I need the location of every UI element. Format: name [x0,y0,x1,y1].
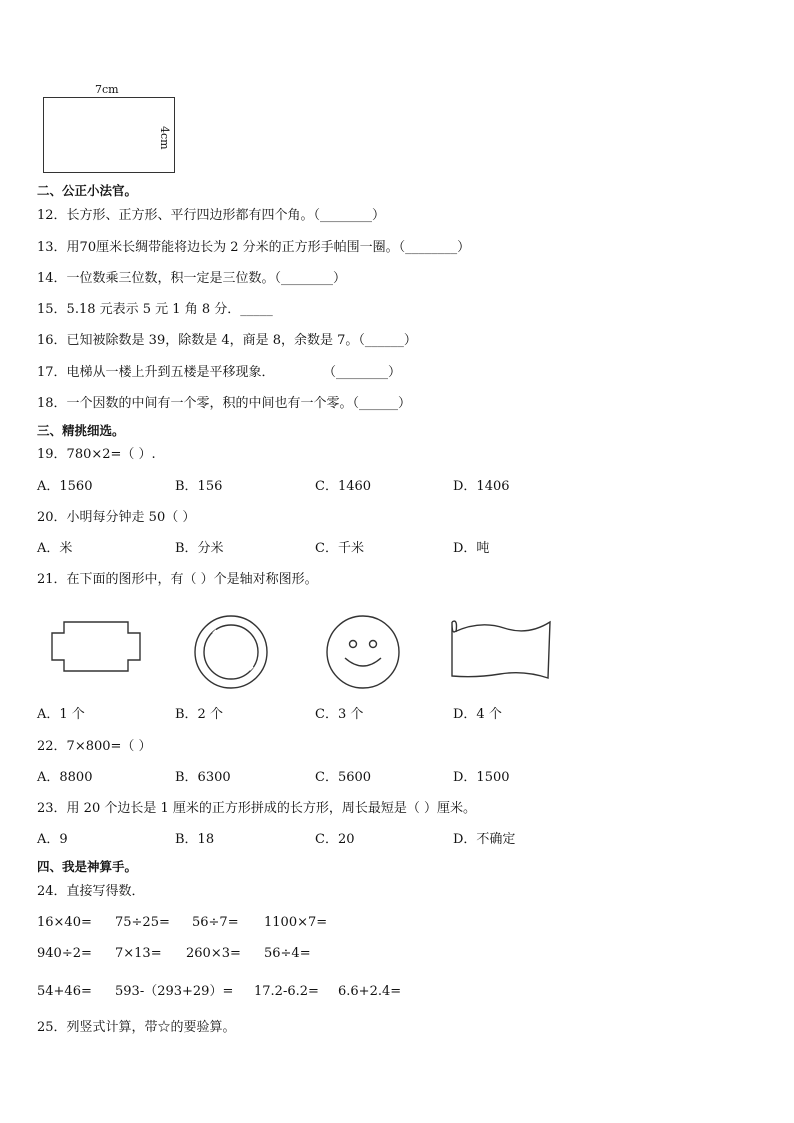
q19-option-d: D．1406 [453,479,510,494]
question-24: 24．直接写得数． [37,884,145,899]
rect-side-label: 4cm [158,126,171,150]
question-12: 12．长方形、正方形、平行四边形都有四个角。（________） [37,208,386,223]
calc-260x3: 260×3= [186,946,241,961]
q20-option-a: A．米 [37,541,73,556]
calc-75div25: 75÷25= [115,915,170,930]
q19-option-c: C．1460 [315,479,372,494]
question-23: 23．用 20 个边长是 1 厘米的正方形拼成的长方形，周长最短是（ ）厘米。 [37,801,477,816]
q21-option-c: C．3 个 [315,707,364,722]
cross-shape-figure [50,620,145,675]
question-15: 15．5.18 元表示 5 元 1 角 8 分．_____ [37,302,273,317]
no-entry-sign-figure [193,614,269,690]
q20-option-b: B．分米 [175,541,224,556]
smiley-face-figure [325,614,401,690]
q21-option-a: A．1 个 [37,707,85,722]
calc-17.2-6.2: 17.2-6.2= [254,984,319,999]
q23-option-b: B．18 [175,832,215,847]
q21-option-b: B．2 个 [175,707,223,722]
calc-7x13: 7×13= [115,946,162,961]
question-16: 16．已知被除数是 39，除数是 4，商是 8，余数是 7。（______） [37,333,417,348]
question-17: 17．电梯从一楼上升到五楼是平移现象． [37,365,275,380]
q23-option-a: A．9 [37,832,68,847]
calc-16x40: 16×40= [37,915,92,930]
q19-option-a: A．1560 [37,479,93,494]
q21-option-d: D．4 个 [453,707,502,722]
q19-option-b: B．156 [175,479,223,494]
calc-56div7: 56÷7= [192,915,239,930]
question-13: 13．用70厘米长绸带能将边长为 2 分米的正方形手帕围一圈。（________） [37,240,471,255]
calc-593-paren: 593-（293+29）= [115,984,234,999]
question-14: 14．一位数乘三位数，积一定是三位数。（________） [37,271,347,286]
q22-option-a: A．8800 [37,770,93,785]
question-18: 18．一个因数的中间有一个零，积的中间也有一个零。（______） [37,396,412,411]
q20-option-d: D．吨 [453,541,490,556]
question-25: 25．列竖式计算，带☆的要验算。 [37,1020,236,1035]
q22-option-c: C．5600 [315,770,372,785]
section-4-title: 四、我是神算手。 [37,859,138,874]
q22-option-d: D．1500 [453,770,510,785]
rect-top-label: 7cm [95,83,119,96]
question-19: 19．780×2=（ ）. [37,447,156,462]
q23-option-c: C．20 [315,832,355,847]
calc-6.6plus2.4: 6.6+2.4= [338,984,402,999]
question-21: 21．在下面的图形中，有（ ）个是轴对称图形。 [37,572,318,587]
calc-1100x7: 1100×7= [264,915,328,930]
banner-flag-figure [450,618,552,682]
section-3-title: 三、精挑细选。 [37,423,125,438]
question-22: 22．7×800=（ ） [37,739,152,754]
calc-56div4: 56÷4= [264,946,311,961]
question-20: 20．小明每分钟走 50（ ） [37,510,196,525]
calc-54plus46: 54+46= [37,984,92,999]
section-2-title: 二、公正小法官。 [37,183,138,198]
question-17-blank: （________） [323,365,402,380]
calc-940div2: 940÷2= [37,946,92,961]
q22-option-b: B．6300 [175,770,231,785]
q23-option-d: D．不确定 [453,832,516,847]
q20-option-c: C．千米 [315,541,364,556]
